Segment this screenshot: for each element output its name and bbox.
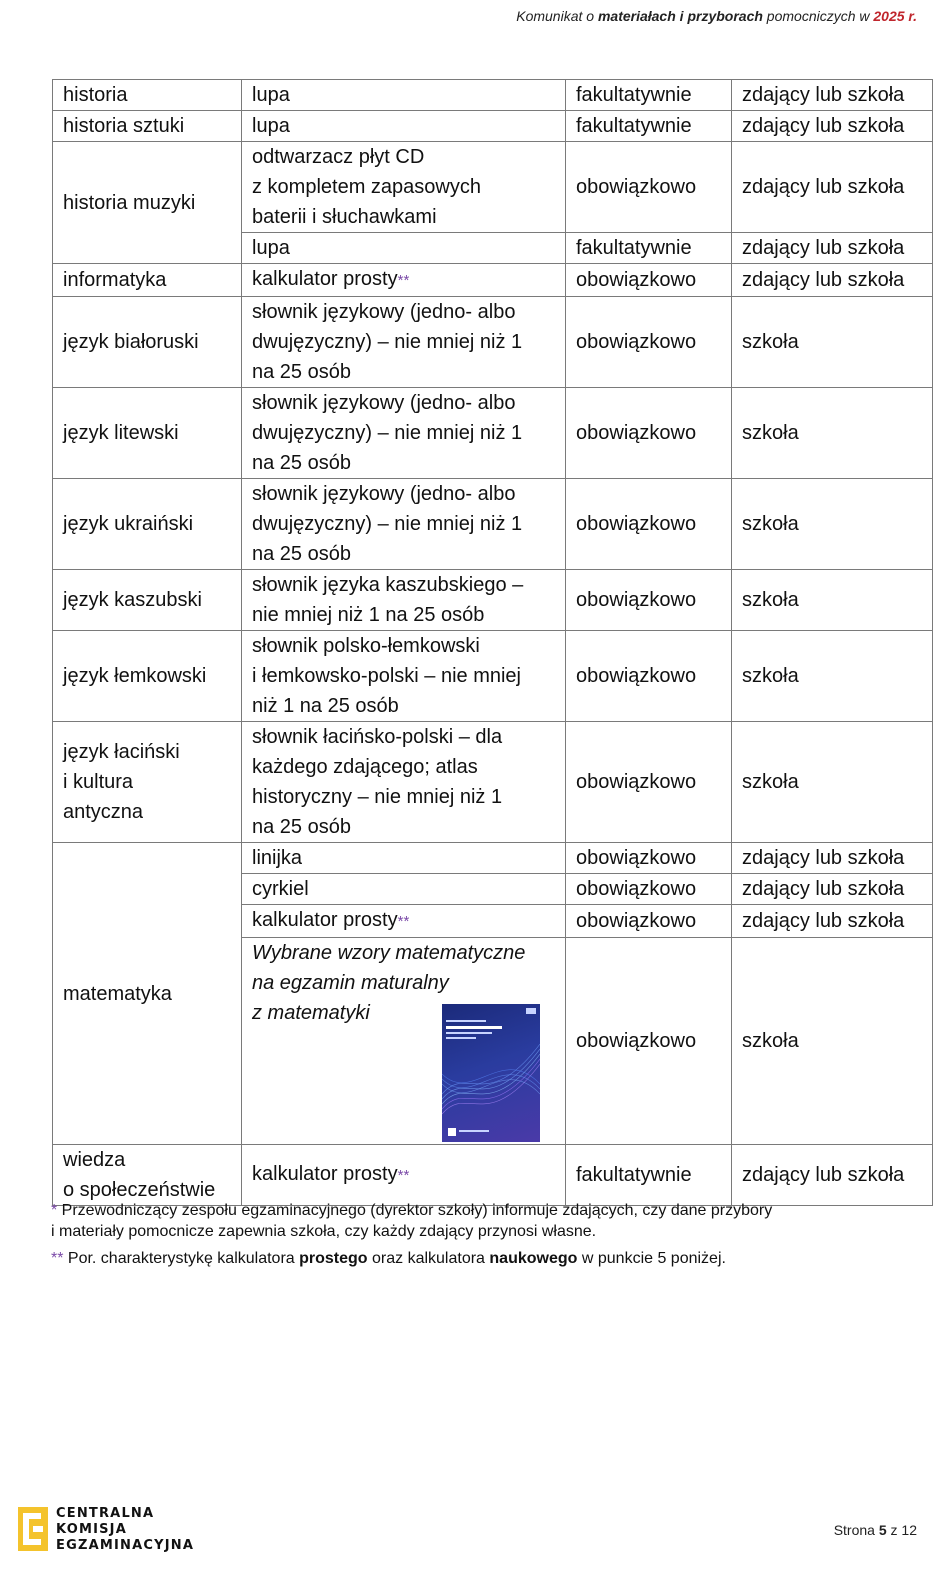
provider-cell: zdający lub szkoła: [732, 905, 933, 938]
item-line: dwujęzyczny) – nie mniej niż 1: [252, 422, 523, 444]
mode-cell: obowiązkowo: [566, 631, 732, 722]
item-cell: [242, 479, 566, 570]
formula-booklet-cover-image: [442, 1004, 540, 1142]
subject-cell: język kaszubski: [53, 570, 242, 631]
footnote-bold: prostego: [299, 1250, 368, 1267]
item-cell: [242, 388, 566, 479]
footnote-2: [51, 1248, 911, 1269]
mode-cell: obowiązkowo: [566, 142, 732, 233]
item-text: kalkulator prosty: [252, 909, 398, 931]
subject-cell: [53, 1145, 242, 1206]
mode-cell: obowiązkowo: [566, 388, 732, 479]
table-row: [53, 388, 933, 479]
footnote-text: oraz kalkulatora: [367, 1250, 490, 1267]
provider-cell: zdający lub szkoła: [732, 233, 933, 264]
footnote-mark: **: [397, 1167, 410, 1184]
subject-line: wiedza: [63, 1149, 126, 1171]
page-total: z 12: [886, 1522, 917, 1538]
provider-cell: zdający lub szkoła: [732, 1145, 933, 1206]
subject-cell: historia sztuki: [53, 111, 242, 142]
footnote-mark: *: [51, 1202, 58, 1219]
subject-line: o społeczeństwie: [63, 1179, 216, 1201]
table-row: [53, 631, 933, 722]
item-cell: lupa: [242, 233, 566, 264]
subject-cell: matematyka: [53, 843, 242, 1145]
logo-line: EGZAMINACYJNA: [56, 1538, 195, 1553]
table-row: [53, 722, 933, 843]
item-line: słownik języka kaszubskiego –: [252, 574, 524, 596]
item-line: słownik językowy (jedno- albo: [252, 392, 516, 414]
subject-cell: [53, 722, 242, 843]
subject-cell: język łemkowski: [53, 631, 242, 722]
provider-cell: zdający lub szkoła: [732, 142, 933, 233]
provider-cell: szkoła: [732, 297, 933, 388]
page-prefix: Strona: [833, 1522, 879, 1538]
header-middle: pomocniczych w: [762, 8, 874, 24]
footnote-text: Przewodniczący zespołu egzaminacyjnego (dyrektor szkoły) informuje zdających, czy dane przybory: [57, 1202, 773, 1219]
table-row: [53, 297, 933, 388]
materials-table: [52, 79, 933, 1206]
footnote-text: Por. charakterystykę kalkulatora: [63, 1250, 300, 1267]
table-row: [53, 111, 933, 142]
page-header: [516, 8, 917, 24]
provider-cell: szkoła: [732, 570, 933, 631]
item-line: na 25 osób: [252, 816, 351, 838]
provider-cell: szkoła: [732, 631, 933, 722]
item-cell: [242, 938, 566, 1145]
mode-cell: fakultatywnie: [566, 111, 732, 142]
item-cell: [242, 297, 566, 388]
mode-cell: fakultatywnie: [566, 1145, 732, 1206]
subject-cell: język litewski: [53, 388, 242, 479]
item-cell: linijka: [242, 843, 566, 874]
footnote-bold: naukowego: [489, 1250, 578, 1267]
item-line: i łemkowsko-polski – nie mniej: [252, 665, 521, 687]
table-row: [53, 479, 933, 570]
page-current: 5: [878, 1522, 887, 1538]
item-line: słownik łacińsko-polski – dla: [252, 726, 503, 748]
subject-cell: język ukraiński: [53, 479, 242, 570]
subject-cell: język białoruski: [53, 297, 242, 388]
logo-line: CENTRALNA: [56, 1506, 155, 1521]
item-line: Wybrane wzory matematyczne: [252, 942, 526, 964]
item-line: na egzamin maturalny: [252, 972, 449, 994]
item-cell: lupa: [242, 80, 566, 111]
footnote-mark: **: [51, 1250, 64, 1267]
provider-cell: szkoła: [732, 938, 933, 1145]
item-cell: lupa: [242, 111, 566, 142]
table-row: [53, 80, 933, 111]
item-line: odtwarzacz płyt CD: [252, 146, 425, 168]
item-line: baterii i słuchawkami: [252, 206, 437, 228]
subject-cell: historia: [53, 80, 242, 111]
item-line: na 25 osób: [252, 452, 351, 474]
item-line: słownik polsko-łemkowski: [252, 635, 480, 657]
table-row: [53, 570, 933, 631]
page-number: [834, 1522, 917, 1538]
mode-cell: obowiązkowo: [566, 905, 732, 938]
provider-cell: zdający lub szkoła: [732, 843, 933, 874]
table-row: [53, 843, 933, 874]
logo-line: KOMISJA: [56, 1522, 127, 1537]
mode-cell: obowiązkowo: [566, 722, 732, 843]
item-cell: [242, 722, 566, 843]
mode-cell: obowiązkowo: [566, 264, 732, 297]
item-line: dwujęzyczny) – nie mniej niż 1: [252, 513, 523, 535]
table-row: [53, 264, 933, 297]
header-bold: materiałach i przyborach: [597, 8, 763, 24]
mode-cell: fakultatywnie: [566, 233, 732, 264]
cke-logo-icon: [18, 1507, 48, 1551]
header-prefix: Komunikat o: [516, 8, 598, 24]
footnote-1: [51, 1200, 911, 1242]
provider-cell: zdający lub szkoła: [732, 111, 933, 142]
item-cell: cyrkiel: [242, 874, 566, 905]
item-line: z kompletem zapasowych: [252, 176, 481, 198]
mode-cell: fakultatywnie: [566, 80, 732, 111]
subject-cell: historia muzyki: [53, 142, 242, 264]
footnote-text: w punkcie 5 poniżej.: [577, 1250, 726, 1267]
table-row: [53, 142, 933, 233]
mode-cell: obowiązkowo: [566, 297, 732, 388]
cke-logo-text: [56, 1506, 194, 1554]
item-text: kalkulator prosty: [252, 1163, 398, 1185]
mode-cell: obowiązkowo: [566, 479, 732, 570]
footnote-mark: **: [397, 913, 410, 930]
footnote-mark: **: [397, 272, 410, 289]
provider-cell: szkoła: [732, 479, 933, 570]
subject-line: i kultura: [63, 771, 134, 793]
item-line: z matematyki: [252, 1002, 370, 1024]
item-cell: [242, 1145, 566, 1206]
item-cell: [242, 631, 566, 722]
provider-cell: szkoła: [732, 722, 933, 843]
item-cell: [242, 905, 566, 938]
booklet-wave-graphic: [442, 1004, 540, 1142]
mode-cell: obowiązkowo: [566, 843, 732, 874]
item-line: słownik językowy (jedno- albo: [252, 483, 516, 505]
item-line: nie mniej niż 1 na 25 osób: [252, 604, 485, 626]
item-cell: [242, 570, 566, 631]
provider-cell: zdający lub szkoła: [732, 80, 933, 111]
item-line: historyczny – nie mniej niż 1: [252, 786, 503, 808]
provider-cell: szkoła: [732, 388, 933, 479]
table-row: [53, 1145, 933, 1206]
footnote-text: i materiały pomocnicze zapewnia szkoła, czy każdy zdający przynosi własne.: [51, 1223, 597, 1240]
subject-line: język łaciński: [63, 741, 180, 763]
item-line: słownik językowy (jedno- albo: [252, 301, 516, 323]
item-line: na 25 osób: [252, 361, 351, 383]
item-cell: [242, 142, 566, 233]
item-line: każdego zdającego; atlas: [252, 756, 478, 778]
provider-cell: zdający lub szkoła: [732, 264, 933, 297]
provider-cell: zdający lub szkoła: [732, 874, 933, 905]
item-line: na 25 osób: [252, 543, 351, 565]
item-line: dwujęzyczny) – nie mniej niż 1: [252, 331, 523, 353]
subject-cell: informatyka: [53, 264, 242, 297]
item-text: kalkulator prosty: [252, 268, 398, 290]
subject-line: antyczna: [63, 801, 144, 823]
footnotes: [51, 1200, 911, 1275]
mode-cell: obowiązkowo: [566, 570, 732, 631]
header-year: 2025 r.: [873, 8, 917, 24]
cke-logo: [18, 1506, 218, 1556]
mode-cell: obowiązkowo: [566, 938, 732, 1145]
mode-cell: obowiązkowo: [566, 874, 732, 905]
item-cell: [242, 264, 566, 297]
item-line: niż 1 na 25 osób: [252, 695, 399, 717]
